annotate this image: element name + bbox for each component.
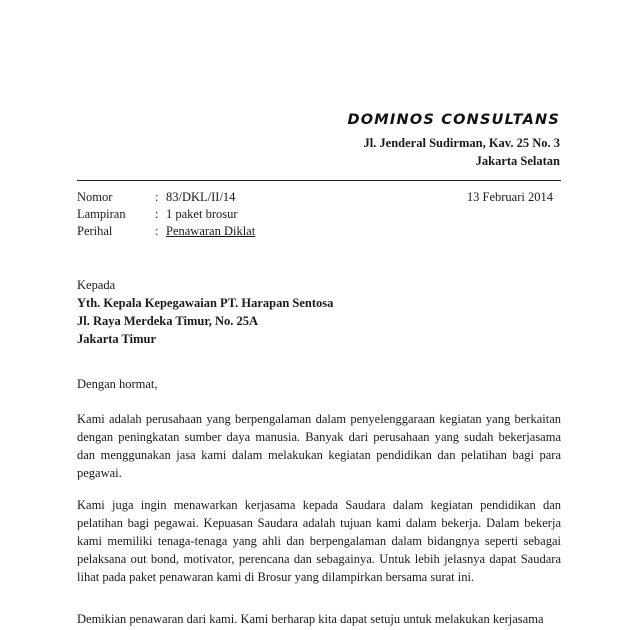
nomor-label: Nomor xyxy=(77,190,113,204)
body-paragraph-1: Kami adalah perusahaan yang berpengalaman dalam penyelenggaraan kegiatan yang berkaitan dengan peningkatan sumber daya manusia. Banyak dari perusahaan yang sudah bekerjasama dan menggunakan jasa kami dalam melakukan kegiatan pendidikan dan pelatihan bagi para pegawai. xyxy=(77,412,561,480)
body-paragraph-3: Demikian penawaran dari kami. Kami berharap kita dapat setuju untuk melakukan kerjasama xyxy=(77,612,544,626)
recipient-name: Yth. Kepala Kepegawaian PT. Harapan Sentosa xyxy=(77,296,334,310)
recipient-street: Jl. Raya Merdeka Timur, No. 25A xyxy=(77,314,259,328)
perihal-label: Perihal xyxy=(77,224,113,238)
lampiran-value: 1 paket brosur xyxy=(166,207,238,221)
company-address-city: Jakarta Selatan xyxy=(475,154,560,168)
body-paragraph-2: Kami juga ingin menawarkan kerjasama kepada Saudara dalam kegiatan pendidikan dan pelatihan bagi pegawai. Kepuasan Saudara adalah tujuan kami dalam bekerja. Dalam bekerja kami memiliki tenaga-tenaga yang ahli dan berpengalaman dalam bidangnya seperti sebagai pelaksana out bond, motivator, perencana dan sebagainya. Untuk lebih jelasnya dapat Saudara lihat pada paket penawaran kami di Brosur yang dilampirkan bersama surat ini. xyxy=(77,498,561,584)
perihal-colon: : xyxy=(155,224,159,238)
letterhead xyxy=(348,112,560,170)
nomor-value: 83/DKL/II/14 xyxy=(166,190,236,204)
company-name: DOMINOS CONSULTANS xyxy=(347,112,560,128)
meta-row-perihal xyxy=(77,223,561,240)
letter-meta xyxy=(77,189,561,240)
recipient-block xyxy=(77,276,333,348)
meta-row-lampiran xyxy=(77,206,561,223)
nomor-colon: : xyxy=(155,190,159,204)
letter-date: 13 Februari 2014 xyxy=(466,190,553,204)
letterhead-divider xyxy=(77,180,561,181)
recipient-city: Jakarta Timur xyxy=(77,332,157,346)
meta-row-nomor xyxy=(77,189,561,206)
salutation: Dengan hormat, xyxy=(77,377,158,391)
lampiran-colon: : xyxy=(155,207,159,221)
lampiran-label: Lampiran xyxy=(77,207,126,221)
recipient-kepada: Kepada xyxy=(77,278,116,292)
company-address-street: Jl. Jenderal Sudirman, Kav. 25 No. 3 xyxy=(363,136,560,150)
perihal-value: Penawaran Diklat xyxy=(166,224,256,238)
